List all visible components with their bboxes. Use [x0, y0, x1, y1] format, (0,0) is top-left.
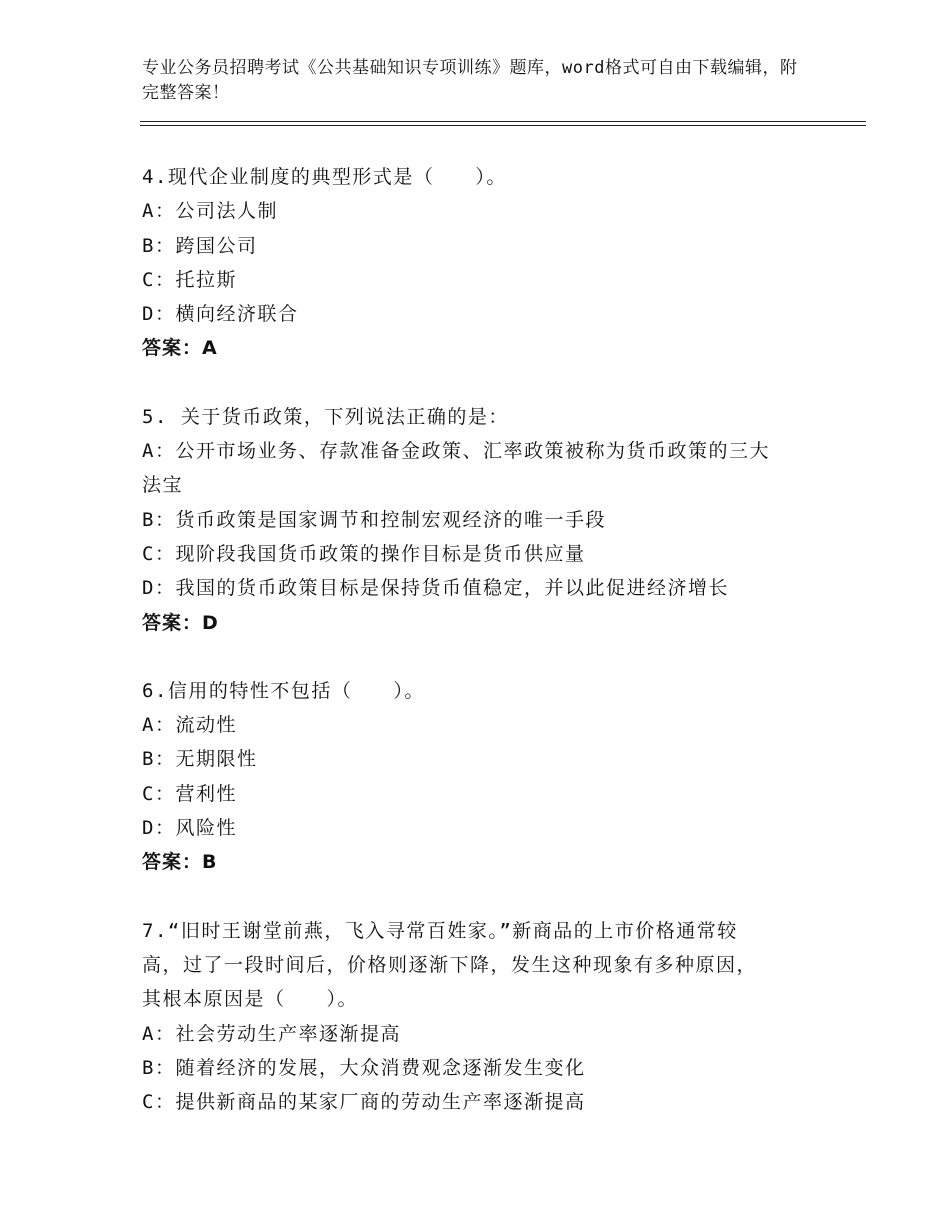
answer-line — [142, 331, 822, 365]
answer-value: A — [202, 337, 218, 360]
question-7 — [142, 914, 822, 1120]
option-d: D：我国的货币政策目标是保持货币值稳定，并以此促进经济增长 — [142, 577, 729, 600]
question-4 — [142, 160, 822, 366]
option-a-continued: 法宝 — [142, 474, 184, 497]
option-b: B：货币政策是国家调节和控制宏观经济的唯一手段 — [142, 508, 606, 531]
option-b: B：随着经济的发展，大众消费观念逐渐发生变化 — [142, 1056, 586, 1079]
answer-label: 答案： — [142, 851, 203, 874]
option-c: C：托拉斯 — [142, 268, 237, 291]
answer-value: B — [202, 851, 218, 874]
question-5 — [142, 400, 822, 640]
answer-line — [142, 845, 822, 879]
question-stem: 6.信用的特性不包括（ ）。 — [142, 679, 425, 702]
question-6 — [142, 674, 822, 880]
option-c: C：现阶段我国货币政策的操作目标是货币供应量 — [142, 542, 586, 565]
option-a: A：公开市场业务、存款准备金政策、汇率政策被称为货币政策的三大 — [142, 440, 770, 463]
option-a: A：流动性 — [142, 714, 237, 737]
option-d: D：风险性 — [142, 817, 237, 840]
option-c: C：提供新商品的某家厂商的劳动生产率逐渐提高 — [142, 1091, 586, 1114]
option-b: B：无期限性 — [142, 748, 258, 771]
question-stem: 4.现代企业制度的典型形式是（ ）。 — [142, 166, 507, 188]
answer-line — [142, 606, 822, 640]
header-divider-top — [140, 121, 866, 122]
option-a: A：社会劳动生产率逐渐提高 — [142, 1022, 401, 1045]
question-stem-line-3: 其根本原因是（ ）。 — [142, 988, 359, 1011]
answer-label: 答案： — [142, 611, 203, 634]
option-a: A：公司法人制 — [142, 200, 278, 223]
option-c: C：营利性 — [142, 782, 237, 805]
header-divider-bottom — [140, 125, 866, 126]
question-list — [142, 160, 822, 1153]
option-b: B：跨国公司 — [142, 234, 258, 257]
question-stem-line-2: 高，过了一段时间后，价格则逐渐下降，发生这种现象有多种原因， — [142, 953, 758, 976]
answer-label: 答案： — [142, 337, 203, 360]
option-d: D：横向经济联合 — [142, 303, 299, 326]
document-header: 专业公务员招聘考试《公共基础知识专项训练》题库，word格式可自由下载编辑，附完整答案！ — [142, 58, 798, 103]
question-stem-line-1: 7.“旧时王谢堂前燕，飞入寻常百姓家。”新商品的上市价格通常较 — [142, 919, 738, 942]
answer-value: D — [202, 611, 219, 634]
question-stem: 5. 关于货币政策，下列说法正确的是： — [142, 405, 509, 428]
